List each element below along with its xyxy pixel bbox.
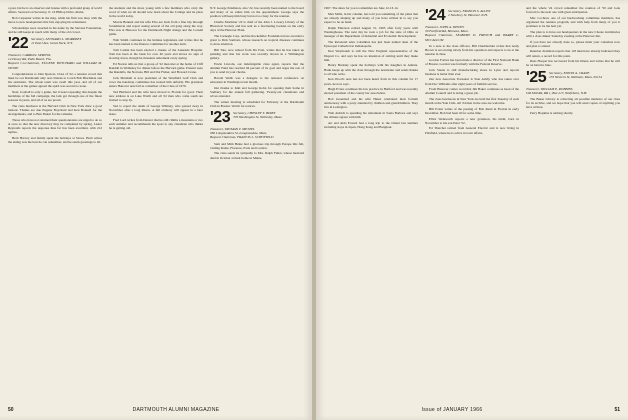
paragraph: Ted Hubbard and his wife have moved to Florida for good. Their new address is on Lake Worth and all '22 men who come south are invited to stop by. [109, 89, 203, 103]
paragraph: Herb Harvey and family spent the holidays at Stowe. Herb writes the skiing was the best he can remember, and he sends greetings to all. [8, 135, 102, 145]
paragraph: Elliot Wentworth reports a new grandson, his ninth, born in November to his son Peter '52. [425, 116, 519, 125]
paragraph: Ken Wood's note has not been heard from in this column for 17 years, he now says. [324, 77, 418, 86]
right-column-3 [526, 6, 620, 402]
left-column-1 [8, 6, 102, 402]
issue-date: Issue of JANUARY 1966 [421, 407, 483, 413]
secretary-address: 2 Newbury St, Hanover, N.H. [448, 13, 488, 18]
bequest-chairman: Bequest Chairmen, SEABURY D. FRENCH and HARRY L. MCCALLUM [425, 33, 519, 42]
treasurer-address: 14 Dewey Rd, Palm Beach, Fla. [8, 57, 52, 62]
paragraph: Harold Webb was a delegate to the national conference on education in Washington last month. [210, 75, 304, 84]
paragraph: Our new Associate Treasurer is Stan Ashby who has taken over from Doc Williams after eight years of faithful service. [425, 77, 519, 86]
left-page [0, 0, 312, 420]
paragraph: Gordon Forbes has been made a director of the First National Bank of Boston. Gordon was formerly with the Federal Reserve. [425, 57, 519, 66]
class-year: '25 [526, 68, 547, 86]
treasurer-line: Treasurer, CARROLL SPROWL [8, 52, 51, 57]
paragraph: Hugh Evans continues his law practice in Hartford and was recently elected president of the county bar association. [324, 87, 418, 96]
paragraph: Bob Carpenter writes in the mag, while his firm was busy with the move to new headquarters this fall, enjoying his retirement. [8, 15, 102, 24]
right-column-1 [324, 6, 418, 402]
bequest-chairman: Bequest Chairman, FRANCIS L. SCHOFIELD [210, 135, 274, 140]
paragraph: Congratulations to John Spencer, Class of '22, a reunion crowd that must be our Dartmouth only real citizens to Coach Bob Blackman and his assistants. The whole team was swell this year, and all of our members at the games agreed the spirit was second to none. [8, 71, 102, 89]
paragraph: Scholarships were awarded in his name by the Stevens Foundation, and he still keeps in touch with many of the old crowd. [8, 25, 102, 34]
paragraph: Art and Alda Everett had a long trip to the Orient last summer including stops in Japan, Hong Kong and Bangkok. [324, 120, 418, 129]
class-officers [448, 9, 490, 17]
paragraph: Henry Buckley spent the holidays with his daughter in Atlanta. Hank keeps up with the class through the newsletter and sends thanks to all who write. [324, 63, 418, 76]
paragraph: Morrie Bennett and his wife Elsa are back from a fine trip through Scandinavia and report seeing several of the old gang along the way. Elsa was at Hanover for the Dartmouth Night doings and the Cornell game. [109, 19, 203, 37]
class-officers [31, 37, 81, 45]
class-year: '23 [210, 108, 231, 126]
paragraph: Jack Marshall is now president of the Westfield Golf Club and vows the handicap committee has treated him unfairly. His grandson enters Hanover next fall as a member of the Class of 1970. [109, 75, 203, 89]
paragraph: The class luncheons in New York are held the first Tuesday of each month at the Yale Club. All '24 men in the area are welcome. [425, 97, 519, 106]
secretary-line: Secretary, EDWIN A. CRANE [549, 70, 590, 75]
magazine-title: DARTMOUTH ALUMNI MAGAZINE [132, 407, 220, 413]
paragraph: Ed Norton tells us that a group of '22 men met at the home of Cliff Randall in Wellesley for dinner before the Harvard game. Present were the Randalls, the Nortons, Bill and Dot Fisher, and Howard Crane. [109, 61, 203, 75]
paragraph: Tom Larkin has been elected a trustee of the Lakeside Hospital. Tom has been at the bank for over 40 years and shows no sign of slowing down, though he threatens retirement every spring. [109, 47, 203, 61]
paragraph: Bill Tate, now retired from Du Pont, writes that he has taken up painting and that his work was recently shown in a Wilmington gallery. [210, 47, 304, 61]
paragraph: The class luncheon at the Harvard Club in New York drew a good turnout. Thanks are due Eugene Boychard and Ken Bonnell for the arrangements, and to Ben Tinker for the remarks. [8, 103, 102, 117]
secretary-line: Secretary, CHESLEY T. BIXBY [233, 110, 276, 115]
paragraph: and the whole '24 crowd remember the reunion of '59 and look forward to the next one with great anticipation. [526, 6, 620, 15]
left-columns [8, 6, 304, 402]
paragraph: Those who have not returned their questionnaires are urged to do so at once so that the new directory may be completed by spring. Lester Reynolds reports the response thus far has been excellent, with 212 replies. [8, 117, 102, 135]
paragraph: Charlie Mortimer '22 is chief of the John J. Lowery Library of the Historical Society and has sent us a fascinating booklet on the early days of the Hanover Plain. [210, 19, 304, 33]
paragraph: Walt Aldrich is spending his retirement in Santa Barbara and says the climate agrees with him. [324, 110, 418, 120]
page-number: 50 [8, 407, 14, 413]
secretary-line: Secretary, LEONARD L. MORRISEY [31, 36, 82, 41]
paragraph: the students and the more young with a few members who carry the word of what we all should now learn about the College and its place in the world today. [109, 6, 203, 19]
treasurer-line: Treasurer, TRUMAN T. METZEL [210, 126, 255, 131]
paragraph: In a note to the class officers, Bill Chamberlain writes that Andy Brown is recovering nicely from his operation and expects to be at the reunion in June. [425, 43, 519, 57]
class-heading-22 [8, 34, 102, 52]
class-heading-23 [210, 108, 304, 126]
paragraph: The Reverend Alex Columbus has just been named dean of the Episcopal Cathedral in Indianapolis. [324, 39, 418, 48]
paragraph: The Carnegie Corp. and the Rockefeller Foundation have awarded a grant to Dick Sanborn, whose research on tropical diseases continues to draw attention. [210, 33, 304, 47]
paragraph: Fred Lord writes from Denver that he still climbs a mountain or two each summer and recommends the sport to any classmate who thinks he is getting old. [109, 117, 203, 131]
paragraph: Ed Thatcher retired from General Electric and is now living in Pittsfield, where he is active in town affairs. [425, 126, 519, 135]
paragraph: Jack Steele is still manufacturing shoes in Lynn and reports business is better than ever. [425, 67, 519, 76]
treasurer-line: Treasurer, JOHN A. DEWEY [425, 25, 464, 29]
paragraph: Erwin Lincoln, our indefatigable class agent, reports that the Alumni Fund has reached 94 percent of its goal and urges the rest of you to send in your checks. [210, 61, 304, 75]
paragraph: From Hanover comes word that Jim Baker continues as head of the Alumni Council and is doing a great job. [425, 87, 519, 96]
paragraph: Reunion chairman reports that 118 men have already indicated they will return, a record for this point. [526, 49, 620, 58]
treasurer-address: Old Mill Rd, RR 1, Box 217, Wolfeboro, N.H. [526, 90, 588, 95]
page-number: 51 [614, 407, 620, 413]
paragraph: Bob Greenleaf and his wife Helen celebrated their fortieth anniversary with a party attended by children and grandchildren. They live in Lexington. [324, 96, 418, 110]
paragraph: The plan is to have our headquarters in the new Choate dormitories with a class dinner Saturday evening at the Hanover Inn. [526, 29, 620, 38]
class-year: '24 [425, 7, 446, 24]
paragraph: Sad to report the death of George Whitney, who passed away in November after a long illness. A full obituary will appear in a later issue. [109, 103, 203, 117]
class-heading-25 [526, 68, 620, 86]
treasurer-address: 30 Fairfield Rd, Belmont, Mass. [425, 29, 469, 34]
class-heading-24 [425, 9, 519, 23]
paragraph: Next, football is only a game, but it bears repeating that despite the hardships of the fall campaign, the lads got through one of the finest seasons in years, and all of us are proud. [8, 89, 102, 103]
paragraph: The class sends its sympathy to Mrs. Ralph Fuller, whose husband died in October at their home in Maine. [210, 151, 304, 160]
paragraph: The Baker Library is collecting all possible memoirs of our class for its archive, and we hope that you will send copies of anything you have written. [526, 96, 620, 110]
left-footer [8, 407, 304, 415]
treasurer-line: Treasurer, WILLIAM E. ROBBINS [526, 86, 573, 91]
class-officers [233, 111, 282, 119]
secretary-address: 376 Washington St, Wellesley, Mass. [233, 115, 283, 120]
paragraph: Don Weymouth is still the New England representative of the Dupont Co. and says he has no intention of retiring until they make him. [324, 49, 418, 62]
paragraph: 1967. The dates for you to remember are June 12-13-14. [324, 6, 399, 10]
paragraph: a past, but he is an observer and trustee with a profound grasp of world affairs. Seaward on Secretary, Jr. 16 Hilltop Drive, Rome. [8, 6, 102, 15]
left-column-3 [210, 6, 304, 402]
paragraph: Bill Potter writes of the passing of Bob Rand in Florida in early December. Bob had been ill for some time. [425, 106, 519, 115]
right-columns [324, 6, 620, 402]
paragraph: Sam and Mim Heine had a glorious trip through Europe this fall, visiting Rome, Florence, Paris and London. [210, 141, 304, 150]
paragraph: N.Y. George Pendleton, also '22, has recently been named to the board and many of us salute him on the appointment. George says the position will keep him busy but not too busy for the reunion. [210, 6, 304, 19]
bequest-chairman: Bequest Co-Chairmen, EUGENE BOYCHARD and WILLIAM M. STONE [8, 61, 102, 70]
secretary-line: Secretary, FRANCIS S. ALLEN [448, 9, 491, 13]
left-column-2 [109, 6, 203, 402]
paragraph: Perry Hopkins is retiring shortly. [530, 110, 574, 115]
right-column-2 [425, 6, 519, 402]
paragraph: Mac Cochran, one of our hardworking committee members, has organized the reunion program, and with help from many of you it promises to be the best yet. [526, 15, 620, 29]
right-page [316, 0, 628, 420]
class-year: '22 [8, 34, 29, 52]
paragraph: Ralph Emerson retired August 31, 1965 after forty years with Westinghouse. The next day he took a job for the state of Ohio as manager of the Department of Industrial and Economic Development. [324, 25, 418, 38]
secretary-address: 133 Western St, Waltham, Mass. 02154 [549, 74, 602, 79]
secretary-address: 11 Pearl Ave, Great Neck, N.Y. [31, 41, 73, 46]
paragraph: Max Mills, in his column, has told you something of the plans that are already shaping up and many of you have written in to say you expect to be on hand. [324, 11, 418, 24]
paragraph: The winter meeting is scheduled for February at the Dartmouth Club in Boston. Watch for notices. [210, 99, 304, 108]
paragraph: If you have not already done so, please mark your calendars now and plan to attend. [526, 39, 620, 48]
right-footer [324, 407, 620, 415]
paragraph: Walt Smith continues in the Indiana legislature and writes that he has been named to the finance committee for another term. [109, 38, 203, 47]
paragraph: Russ Hooper has recovered from his illness and writes that he will be on hand in June. [526, 59, 620, 68]
treasurer-address: 960 Longmeadow St, Longmeadow, Mass. [210, 131, 268, 136]
paragraph: Our thanks to Kiki and George Kohn for opening their home in Sudbury for the annual fall gathering. Twenty-six classmates and wives attended. [210, 85, 304, 98]
class-officers [549, 71, 602, 79]
